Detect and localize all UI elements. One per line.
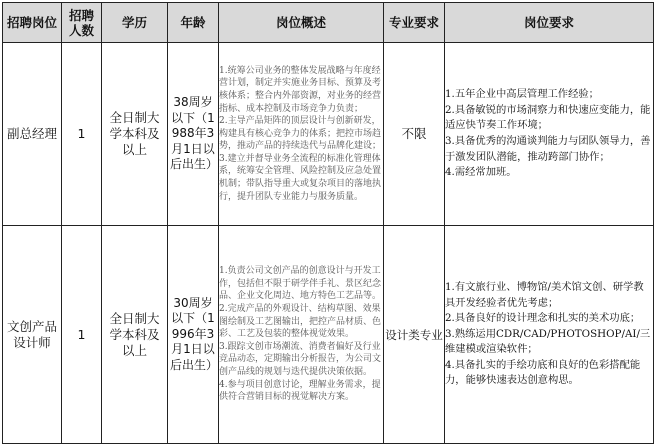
header-row	[3, 3, 654, 43]
table-row	[3, 226, 654, 444]
table-row	[3, 43, 654, 226]
header-overview: 岗位概述	[219, 3, 384, 43]
requirement-line: 2.具备良好的设计理念和扎实的美术功底；	[445, 312, 641, 325]
recruitment-table	[2, 2, 654, 444]
age-cell	[168, 43, 219, 226]
education-cell	[102, 43, 168, 226]
overview-line: 3.跟踪文创市场潮流、消费者偏好及行业竞品动态，定期输出分析报告，为公司文创产品线的规划与迭代提供决策依据。	[219, 341, 382, 377]
header-education: 学历	[102, 3, 168, 43]
requirement-line: 3.具备优秀的沟通谈判能力与团队领导力，善于激发团队潜能，推动跨部门协作；	[445, 135, 651, 163]
overview-cell	[219, 226, 384, 444]
age-cell	[168, 226, 219, 444]
position-text: 文创产品设计师	[6, 318, 57, 350]
requirement-line: 1.有文旅行业、博物馆/美术馆文创、研学教具开发经验者优先考虑；	[445, 280, 644, 309]
overview-line: 3.建立并督导业务全流程的标准化管理体系，统筹安全管理、风险控制及应急处置机制；带队指导重大或复杂项目的落地执行，提升团队专业能力与服务质量。	[219, 153, 382, 202]
header-count	[62, 3, 102, 43]
education-text: 全日制大学本科及以上	[109, 310, 160, 358]
position-cell	[3, 226, 62, 444]
overview-cell	[219, 43, 384, 226]
header-requirements: 岗位要求	[445, 3, 654, 43]
overview-line: 2.完成产品的外观设计、结构草图、效果图绘制及工艺图输出，把控产品材质、色彩、工艺及包装的整体视觉效果。	[219, 304, 382, 340]
overview-line: 2.主导产品矩阵的顶层设计与创新研发，构建具有核心竞争力的体系；把控市场趋势，推动产品的持续迭代与品牌化建设；	[219, 116, 382, 152]
major-cell: 设计类专业	[384, 226, 445, 444]
header-count-text: 招聘人数	[68, 7, 94, 38]
requirement-line: 3.熟练运用CDR/CAD/PHOTOSHOP/AI/三维建模或渲染软件；	[445, 327, 651, 356]
major-cell: 不限	[384, 43, 445, 226]
requirement-line: 2.具备敏锐的市场洞察力和快速应变能力，能适应快节奏工作环境；	[445, 103, 651, 132]
overview-line: 1.负责公司文创产品的创意设计与开发工作，包括但不限于研学伴手礼、景区纪念品、企业文化周边、地方特色工艺品等。	[219, 266, 382, 302]
count-cell: 1	[62, 43, 102, 226]
requirement-line: 4.具备扎实的手绘功底和良好的色彩搭配能力，能够快速表达创意构思。	[445, 358, 641, 387]
education-cell	[102, 226, 168, 444]
header-position: 招聘岗位	[3, 3, 62, 43]
header-major: 专业要求	[384, 3, 445, 43]
requirement-line: 4.需经常加班。	[445, 166, 517, 179]
header-age: 年龄	[168, 3, 219, 43]
overview-line: 4.参与项目创意讨论，理解业务需求，提供符合营销目标的视觉解决方案。	[219, 379, 381, 403]
requirement-line: 1.五年企业中高层管理工作经验；	[445, 88, 599, 101]
age-text: 30周岁以下（1996年3月1日以后出生）	[170, 295, 219, 372]
age-text: 38周岁以下（1988年3月1日以后出生）	[170, 95, 219, 172]
requirements-cell	[445, 226, 654, 444]
overview-line: 1.统筹公司业务的整体发展战略与年度经营计划，制定并实施业务目标、预算及考核体系；整合内外部资源，对业务的经营指标、成本控制及市场竞争力负责；	[219, 65, 382, 114]
position-cell: 副总经理	[3, 43, 62, 226]
count-cell: 1	[62, 226, 102, 444]
requirements-cell	[445, 43, 654, 226]
education-text: 全日制大学本科及以上	[109, 110, 160, 157]
